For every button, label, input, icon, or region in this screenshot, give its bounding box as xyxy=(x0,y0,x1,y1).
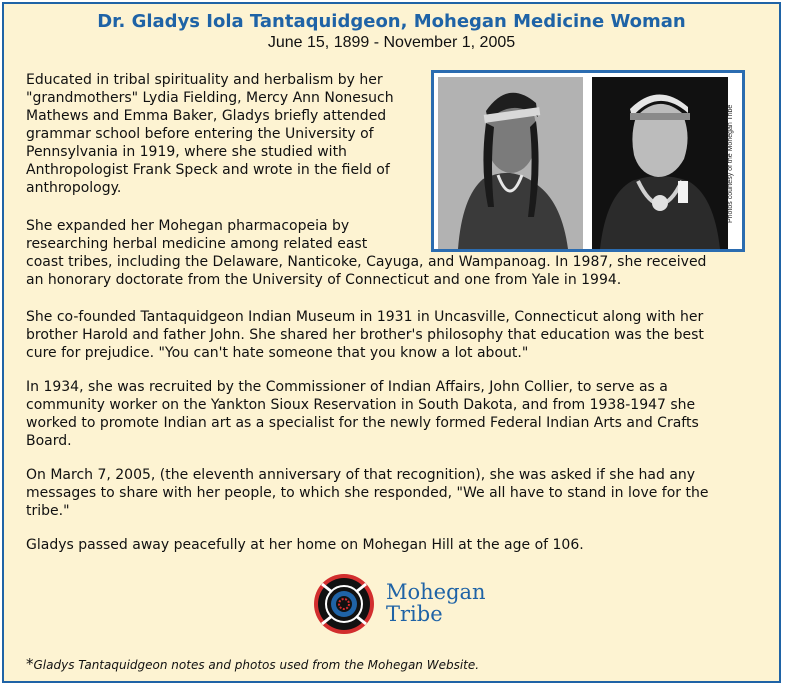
paragraph-5 xyxy=(26,466,761,520)
text-line: On March 7, 2005, (the eleventh anniversary of that recognition), she was asked if she had any xyxy=(26,467,696,483)
text-line: "grandmothers" Lydia Fielding, Mercy Ann Nonesuch xyxy=(26,90,394,106)
text-line: Mathews and Emma Baker, Gladys briefly attended xyxy=(26,108,387,124)
source-footnote xyxy=(26,655,479,673)
text-line: community worker on the Yankton Sioux Reservation in South Dakota, and from 1938-1947 she xyxy=(26,397,696,413)
text-line: Pennsylvania in 1919, where she studied with xyxy=(26,144,347,160)
logo-line-1: Mohegan xyxy=(386,580,486,604)
text-line: cure for prejudice. "You can't hate someone that you know a lot about." xyxy=(26,345,529,361)
paragraph-6 xyxy=(26,536,761,554)
logo-line-2: Tribe xyxy=(386,602,443,626)
text-line: In 1934, she was recruited by the Commissioner of Indian Affairs, John Collier, to serve as a xyxy=(26,379,668,395)
text-line: grammar school before entering the University of xyxy=(26,126,374,142)
text-line: Educated in tribal spirituality and herbalism by her xyxy=(26,72,383,88)
text-line: brother Harold and father John. She shared her brother's philosophy that education was the best xyxy=(26,327,704,343)
footnote-asterisk: * xyxy=(26,655,34,673)
text-line: Board. xyxy=(26,433,72,449)
text-line: researching herbal medicine among related east xyxy=(26,236,368,252)
text-line: coast tribes, including the Delaware, Nanticoke, Cayuga, and Wampanoag. In 1987, she received xyxy=(26,254,707,270)
paragraph-3 xyxy=(26,308,761,362)
mohegan-tribe-logo xyxy=(310,572,490,636)
text-line: anthropology. xyxy=(26,180,122,196)
life-dates: June 15, 1899 - November 1, 2005 xyxy=(267,34,516,51)
text-line: messages to share with her people, to which she responded, "We all have to stand in love for the xyxy=(26,485,709,501)
text-line: She expanded her Mohegan pharmacopeia by xyxy=(26,218,350,234)
paragraph-1 xyxy=(26,71,761,197)
paragraph-4 xyxy=(26,378,761,450)
text-line: an honorary doctorate from the University of Connecticut and one from Yale in 1994. xyxy=(26,272,622,288)
paragraph-2 xyxy=(26,217,761,289)
tribal-seal-icon xyxy=(310,572,380,636)
text-line: worked to promote Indian art as a specialist for the newly formed Federal Indian Arts and Crafts xyxy=(26,415,699,431)
text-line: Gladys passed away peacefully at her home on Mohegan Hill at the age of 106. xyxy=(26,537,584,553)
footnote-text: Gladys Tantaquidgeon notes and photos used from the Mohegan Website. xyxy=(33,658,480,672)
text-line: tribe." xyxy=(26,503,70,519)
biography-card xyxy=(2,2,781,683)
logo-wordmark xyxy=(386,581,486,625)
text-line: She co-founded Tantaquidgeon Indian Museum in 1931 in Uncasville, Connecticut along with her xyxy=(26,309,704,325)
text-line: Anthropologist Frank Speck and wrote in the field of xyxy=(26,162,390,178)
page-title: Dr. Gladys Iola Tantaquidgeon, Mohegan Medicine Woman xyxy=(97,11,686,32)
photo-credit: Photos courtesy of the Mohegan Tribe xyxy=(727,104,734,224)
